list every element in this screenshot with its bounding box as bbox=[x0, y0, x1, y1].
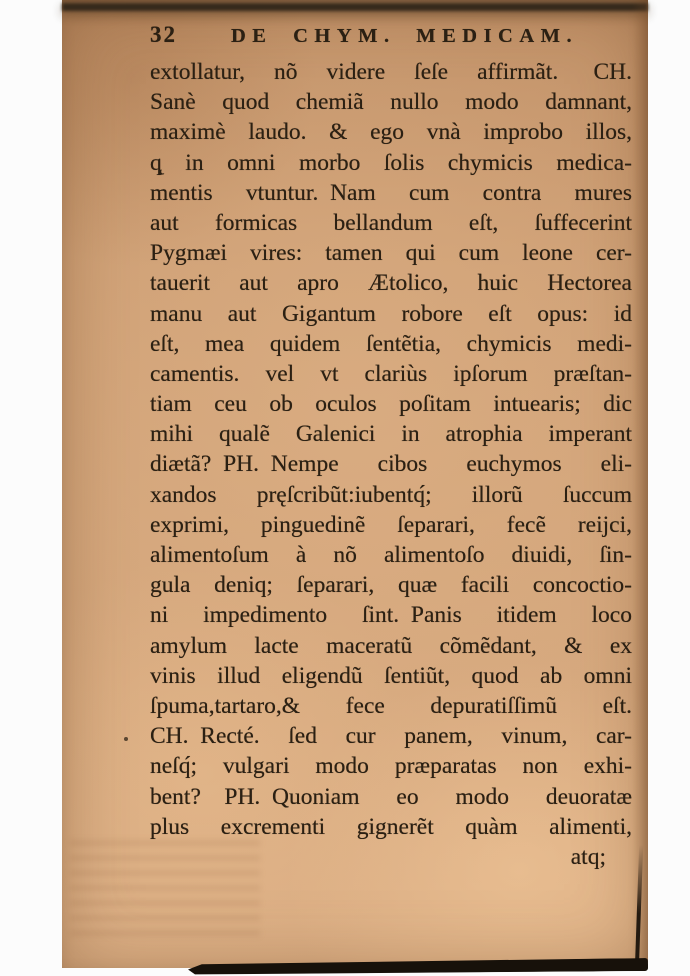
text-line: maximè laudo. & ego vnà improbo illos, bbox=[150, 119, 632, 146]
text-line: gula deniq; ſeparari, quæ facili concoctio- bbox=[150, 572, 632, 599]
text-line: CH. Recté. ſed cur panem, vinum, car- bbox=[150, 723, 632, 750]
text-line: manu aut Gigantum robore eſt opus: id bbox=[150, 300, 632, 327]
text-line: neſq́; vulgari modo præparatas non exhi- bbox=[150, 753, 632, 780]
text-line: tiam ceu ob oculos poſitam intuearis; dic bbox=[150, 391, 632, 418]
text-line: tauerit aut apro Ætolico, huic Hectorea bbox=[150, 270, 632, 297]
text-line: q̨ in omni morbo ſolis chymicis medica- bbox=[150, 149, 632, 176]
text-line: aut formicas bellandum eſt, ſuffecerint bbox=[150, 209, 632, 236]
running-header bbox=[150, 22, 632, 48]
running-title: DE CHYM. MEDICAM. bbox=[231, 25, 579, 47]
text-line: diætã? PH. Nempe cibos euchymos eli- bbox=[150, 451, 632, 478]
text-line: camentis. vel vt clariùs ipſorum præſtan- bbox=[150, 360, 632, 387]
book-top-edge-shadow bbox=[62, 3, 648, 11]
text-line: amylum lacte maceratũ cõmẽdant, & ex bbox=[150, 632, 632, 659]
text-line: xandos pręſcribũt:iubentq́; illorũ ſuccum bbox=[150, 481, 632, 508]
text-line: extollatur, nõ videre ſeſe affirmãt. CH. bbox=[150, 59, 632, 85]
text-line: alimentoſum à nõ alimentoſo diuidi, ſin- bbox=[150, 542, 632, 568]
text-line: ſpuma,tartaro,& fece depuratiſſimũ eſt. bbox=[150, 692, 632, 719]
page-number: 32 bbox=[150, 22, 177, 47]
text-line: plus excrementi gignerẽt quàm alimenti, bbox=[150, 813, 632, 840]
page-right-edge-shadow bbox=[632, 0, 648, 968]
text-line: Sanè quod chemiã nullo modo damnant, bbox=[150, 89, 632, 116]
text-line: bent? PH. Quoniam eo modo deuoratæ bbox=[150, 783, 632, 810]
text-line: exprimi, pinguedinẽ ſeparari, fecẽ reijci, bbox=[150, 511, 632, 538]
text-line: eſt, mea quidem ſentẽtia, chymicis medi- bbox=[150, 330, 632, 357]
text-line: ni impedimento ſint. Panis itidem loco bbox=[150, 602, 632, 629]
text-line: vinis illud eligendũ ſentiũt, quod ab omni bbox=[150, 662, 632, 689]
text-line: mihi qualẽ Galenici in atrophia imperant bbox=[150, 421, 632, 448]
text-line: Pygmæi vires: tamen qui cum leone cer- bbox=[150, 240, 632, 267]
margin-mark bbox=[124, 737, 128, 741]
text-block bbox=[150, 57, 632, 872]
page bbox=[62, 0, 648, 968]
catchword: atq; bbox=[570, 843, 606, 870]
text-line: mentis vtuntur. Nam cum contra mures bbox=[150, 179, 632, 206]
